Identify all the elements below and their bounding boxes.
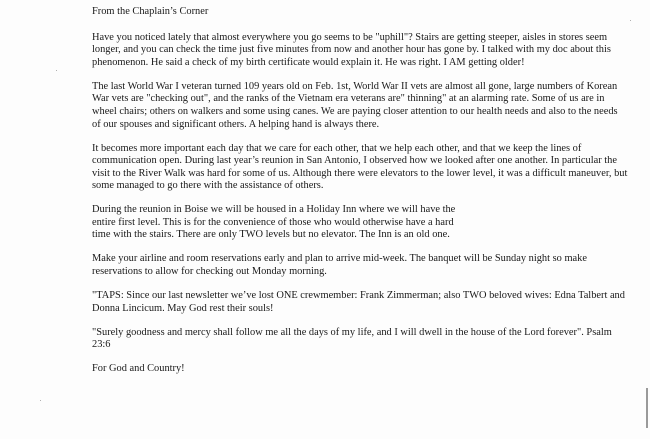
- letter-heading: From the Chaplain’s Corner: [92, 6, 209, 17]
- paragraph-reservations: Make your airline and room reservations early and plan to arrive mid-week. The banquet will be Sunday night so make reservations to allow for checking out Monday morning.: [92, 253, 587, 278]
- chaplain-letter: [92, 6, 628, 387]
- scan-edge-mark: [646, 388, 648, 428]
- scan-speck: [40, 400, 41, 401]
- letter-closing: For God and Country!: [92, 363, 185, 375]
- scan-speck: [630, 20, 631, 21]
- paragraph-boise-reunion: During the reunion in Boise we will be housed in a Holiday Inn where we will have the entire first level. This is for the convenience of those who would otherwise have a hard time with the stairs. There are only TWO levels but no elevator. The Inn is an old one.: [92, 204, 456, 241]
- paragraph-psalm: "Surely goodness and mercy shall follow me all the days of my life, and I will dwell in the house of the Lord forever". Psalm 23:6: [92, 326, 612, 351]
- scan-speck: [56, 70, 57, 71]
- paragraph-care-for-each-other: It becomes more important each day that we care for each other, that we help each other, and that we keep the lines of communication open. During last year’s reunion in San Antonio, I observed how we looked after one another. In particular the visit to the River Walk was hard for some of us. Although there were elevators to the lower level, it was a difficult maneuver, but some managed to go there with the assistance of others.: [92, 142, 628, 192]
- paragraph-taps: "TAPS: Since our last newsletter we’ve lost ONE crewmember: Frank Zimmerman; also TWO beloved wives: Edna Talbert and Donna Lincicum. May God rest their souls!: [92, 290, 625, 314]
- paragraph-veterans: The last World War I veteran turned 109 years old on Feb. 1st, World War II vets are almost all gone, large numbers of Korean War vets are "checking out", and the ranks of the Vietnam era veterans are" thinning" at an alarming rate. Some of us are in wheel chairs; others on walkers and some using canes. We are paying closer attention to our health needs and also to the needs of our spouses and significant others. A helping hand is always there.: [92, 80, 618, 130]
- paragraph-uphill: Have you noticed lately that almost everywhere you go seems to be "uphill"? Stairs are getting steeper, aisles in stores seem longer, and you can check the time just five minutes from now and another hour has gone by. I talked with my doc about this phenomenon. He said a check of my birth certificate would explain it. He was right. I AM getting older!: [92, 31, 611, 68]
